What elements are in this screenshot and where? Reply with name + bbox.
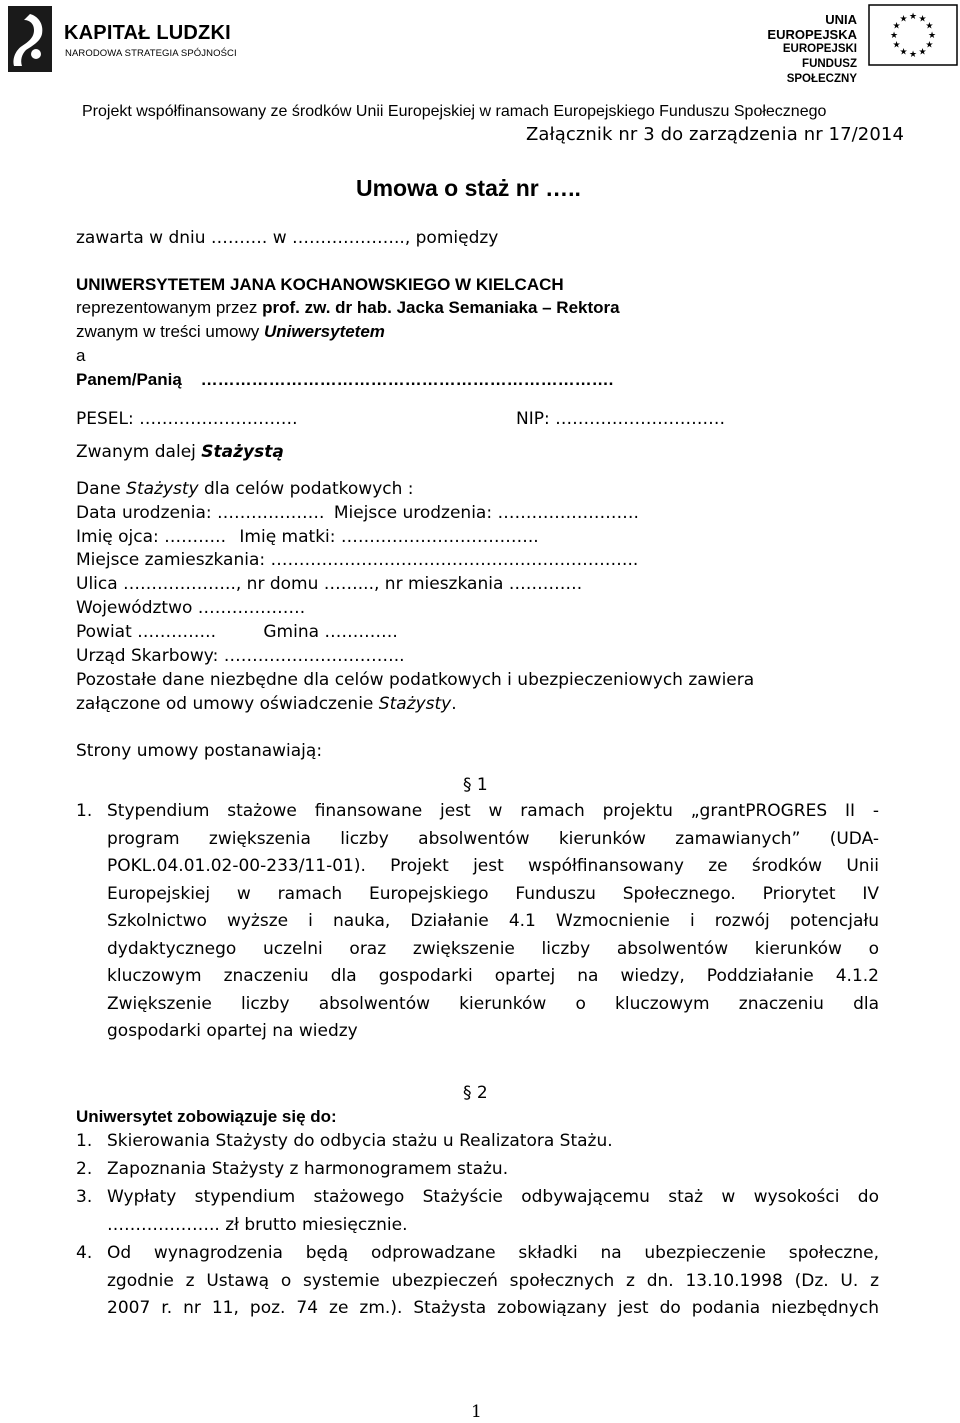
represented-line [76,298,620,318]
s2-item-text: Skierowania Stażysty do odbycia stażu u Realizatora Stażu. [107,1131,613,1151]
s2-item-3-text [107,1184,879,1239]
kapital-ludzki-subtitle: NARODOWA STRATEGIA SPÓJNOŚCI [65,48,237,59]
s1-paragraph [107,798,879,1046]
eu-star-icon: ★ [899,14,908,25]
s1-line: POKL.04.01.02-00-233/11-01). Projekt jest współfinansowany ze środków Unii [107,856,879,876]
s1-line: Szkolnictwo wyższe i nauka, Działanie 4.1 Wzmocnienie i rozwój potencjału [107,911,879,931]
called-intern-line [76,442,284,462]
eu-star-icon: ★ [925,21,934,32]
father-name-field: Imię ojca: ……….. [76,527,232,547]
birth-line [76,503,639,523]
nip-field: NIP: ………………………… [516,409,726,429]
s1-number: 1. [76,801,93,821]
represented-prefix: reprezentowanym przez [76,298,263,317]
s2-item-number: 3. [76,1187,93,1207]
s1-line: Stypendium stażowe finansowane jest w ramach projektu „grantPROGRES II - [107,801,879,821]
commune-field: Gmina …………. [263,622,398,642]
parties-line: Strony umowy postanawiają: [76,741,323,761]
kapital-ludzki-title: KAPITAŁ LUDZKI [64,22,231,44]
eu-star-icon: ★ [918,14,927,25]
other-data-line1: Pozostałe dane niezbędne dla celów podatkowych i ubezpieczeniowych zawiera [76,670,755,690]
eu-logo-line2: EUROPEJSKI [782,43,857,55]
mother-name-field: Imię matki: …………………………….. [239,527,539,547]
county-field: Powiat ………….. [76,622,222,642]
uni-obliges-heading: Uniwersytet zobowiązuje się do: [76,1107,337,1126]
eu-logo-line3: FUNDUSZ SPOŁECZNY [786,58,857,85]
eu-star-icon: ★ [889,31,899,41]
other-data-line2 [76,694,457,714]
s2-line: zgodnie z Ustawą o systemie ubezpieczeń społecznych z dn. 13.10.1998 (Dz. U. z [107,1270,879,1291]
s2-item-text: Zapoznania Stażysty z harmonogramem stażu. [107,1159,509,1179]
s2-item-number: 1. [76,1131,93,1151]
attachment-line: Załącznik nr 3 do zarządzenia nr 17/2014 [525,124,904,145]
eu-logo-text [733,12,857,87]
s1-line: dydaktycznego uczelni oraz zwiększenie liczby absolwentów kierunków o [107,938,879,959]
eu-flag-icon [868,4,958,66]
s2-line: ……………….. zł brutto miesięcznie. [107,1214,408,1235]
county-commune-line [76,622,398,642]
birth-place-field: Miejsce urodzenia: ……………………. [333,503,639,523]
section-1-mark: § 1 [463,775,488,795]
s2-item-4-text [107,1240,879,1323]
s1-line: Europejskiej w ramach Europejskiego Funduszu Społecznego. Priorytet IV [107,883,879,904]
called-prefix: zwanym w treści umowy [76,322,264,341]
person-label: Panem/Panią [76,370,182,389]
tax-data-heading [76,479,414,499]
parents-line [76,527,539,547]
eu-logo-line1: UNIA EUROPEJSKA [767,12,857,42]
tax-data-italic: Stażysty [126,479,199,499]
university-name: UNIWERSYTETEM JANA KOCHANOWSKIEGO W KIELCACH [76,275,564,294]
s1-line: kluczowym znaczeniu dla gospodarki opartej na wiedzy, Poddziałanie 4.1.2 [107,966,879,986]
eu-star-icon: ★ [925,40,934,51]
intro-line: zawarta w dniu ………. w ……………….., pomiędzy [76,228,499,248]
called-intern-name: Stażystą [201,442,284,462]
s2-item-number: 2. [76,1159,93,1179]
s2-line: 2007 r. nr 11, poz. 74 ze zm.). Stażysta zobowiązany jest do podania niezbędnych [107,1298,879,1318]
person-line [76,370,613,390]
s2-item-number: 4. [76,1243,93,1263]
residence-field: Miejsce zamieszkania: ……………………………………………………….. [76,550,639,570]
pesel-field: PESEL: ………………………. [76,409,298,429]
other-data-suffix: . [451,694,457,714]
person-dots: ………………………………………………………………. [200,370,614,389]
page-number: 1 [471,1402,482,1422]
rector-name: prof. zw. dr hab. Jacka Semaniaka – Rektora [262,298,620,317]
kapital-ludzki-emblem-icon [8,6,52,72]
called-name: Uniwersytetem [263,322,385,341]
other-data-prefix: załączone od umowy oświadczenie [76,694,379,714]
project-cofinancing-line: Projekt współfinansowany ze środków Unii Europejskiej w ramach Europejskiego Funduszu Społecznego [82,103,827,120]
s1-line: gospodarki opartej na wiedzy [107,1021,358,1041]
street-field: Ulica ……………….., nr domu ……..., nr mieszkania …………. [76,574,583,594]
s1-line: Zwiększenie liczby absolwentów kierunków o kluczowym znaczeniu dla [107,993,879,1014]
called-line [76,322,385,342]
tax-data-prefix: Dane [76,479,127,499]
called-intern-prefix: Zwanym dalej [76,442,202,462]
s2-line: Wypłaty stypendium stażowego Stażyście odbywającemu staż w wysokości do [107,1187,879,1207]
eu-star-icon: ★ [927,31,937,41]
other-data-italic: Stażysty [378,694,452,714]
voivodeship-field: Województwo ………………. [76,598,306,618]
eu-star-icon: ★ [892,40,901,51]
eu-star-icon: ★ [892,21,901,32]
section-2-mark: § 2 [463,1083,488,1103]
and-word: a [76,346,86,365]
document-title: Umowa o staż nr ….. [356,175,581,201]
s2-line: Od wynagrodzenia będą odprowadzane składki na ubezpieczenie społeczne, [107,1243,879,1263]
eu-star-icon: ★ [908,50,918,60]
tax-office-field: Urząd Skarbowy: ………………………….. [76,646,405,666]
s1-line: program zwiększenia liczby absolwentów kierunków zamawianych” (UDA- [107,828,879,849]
eu-star-icon: ★ [908,12,918,22]
kapital-ludzki-logo [4,2,244,74]
birth-date-field: Data urodzenia: ………………. [76,503,330,523]
eu-star-icon: ★ [899,47,908,58]
tax-data-suffix: dla celów podatkowych : [198,479,414,499]
eu-star-icon: ★ [918,47,927,58]
